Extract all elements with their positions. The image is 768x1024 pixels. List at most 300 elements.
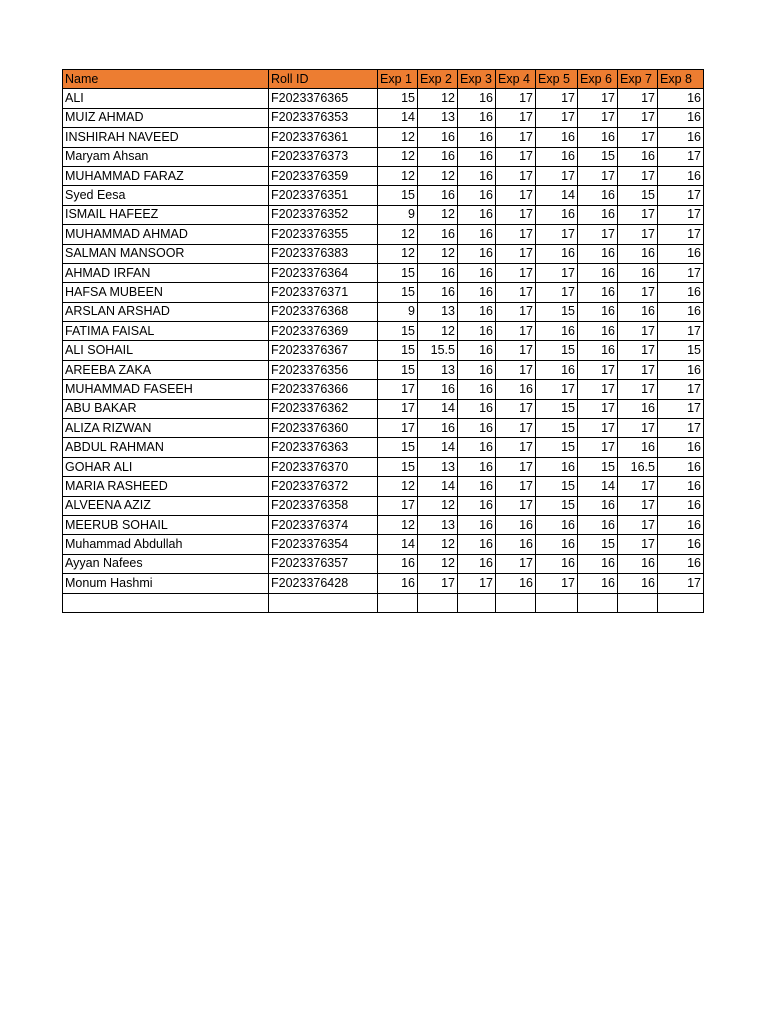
score-cell[interactable]: 12	[378, 166, 418, 185]
score-cell[interactable]: 16	[578, 205, 618, 224]
score-cell[interactable]: 17	[578, 225, 618, 244]
score-cell[interactable]: 9	[378, 302, 418, 321]
score-cell[interactable]: 14	[378, 108, 418, 127]
score-cell[interactable]: 12	[418, 496, 458, 515]
score-cell[interactable]: 17	[496, 89, 536, 108]
score-cell[interactable]: 16	[578, 554, 618, 573]
score-cell[interactable]: 12	[378, 147, 418, 166]
name-cell[interactable]: ISMAIL HAFEEZ	[63, 205, 269, 224]
score-cell[interactable]: 15	[536, 302, 578, 321]
score-cell[interactable]: 16	[458, 302, 496, 321]
table-body	[63, 70, 704, 613]
score-cell[interactable]: 16	[536, 515, 578, 534]
score-cell[interactable]: 12	[418, 244, 458, 263]
score-cell[interactable]: 17	[378, 419, 418, 438]
score-cell[interactable]: 16	[496, 574, 536, 593]
roll-id-cell[interactable]: F2023376371	[269, 283, 378, 302]
header-cell-5[interactable]: Exp 4	[496, 70, 536, 89]
score-cell[interactable]: 17	[618, 380, 658, 399]
score-cell[interactable]: 15	[378, 322, 418, 341]
score-cell[interactable]: 15	[578, 147, 618, 166]
score-cell[interactable]: 17	[618, 477, 658, 496]
score-cell[interactable]: 15	[378, 438, 418, 457]
score-cell[interactable]: 16	[458, 225, 496, 244]
score-cell[interactable]: 17	[496, 225, 536, 244]
name-cell[interactable]: SALMAN MANSOOR	[63, 244, 269, 263]
score-cell[interactable]: 16	[458, 147, 496, 166]
score-cell[interactable]: 16	[458, 554, 496, 573]
score-cell[interactable]: 16	[458, 322, 496, 341]
name-cell[interactable]: AHMAD IRFAN	[63, 263, 269, 282]
score-cell[interactable]: 17	[578, 419, 618, 438]
name-cell[interactable]: Monum Hashmi	[63, 574, 269, 593]
table-row	[63, 108, 704, 127]
score-cell[interactable]: 15	[536, 341, 578, 360]
score-cell[interactable]: 17	[496, 419, 536, 438]
roll-id-cell[interactable]: F2023376360	[269, 419, 378, 438]
score-cell[interactable]: 17	[536, 225, 578, 244]
score-cell[interactable]: 17	[458, 574, 496, 593]
score-cell[interactable]: 9	[378, 205, 418, 224]
table-row	[63, 225, 704, 244]
score-cell[interactable]: 17	[618, 535, 658, 554]
roll-id-cell[interactable]: F2023376373	[269, 147, 378, 166]
name-cell[interactable]: MUHAMMAD FASEEH	[63, 380, 269, 399]
score-cell[interactable]: 16	[536, 205, 578, 224]
score-cell[interactable]: 16	[458, 186, 496, 205]
score-cell[interactable]: 13	[418, 515, 458, 534]
roll-id-cell[interactable]: F2023376361	[269, 128, 378, 147]
score-cell[interactable]: 15	[536, 477, 578, 496]
score-cell[interactable]: 16	[578, 283, 618, 302]
score-cell[interactable]	[496, 593, 536, 612]
name-cell[interactable]: Ayyan Nafees	[63, 554, 269, 573]
name-cell[interactable]: MEERUB SOHAIL	[63, 515, 269, 534]
score-cell[interactable]: 17	[496, 302, 536, 321]
score-cell[interactable]: 17	[536, 380, 578, 399]
score-cell[interactable]: 17	[536, 108, 578, 127]
score-cell[interactable]: 17	[658, 322, 704, 341]
score-cell[interactable]: 14	[418, 438, 458, 457]
score-cell[interactable]: 17	[418, 574, 458, 593]
score-cell[interactable]: 16	[378, 554, 418, 573]
score-cell[interactable]: 16	[536, 535, 578, 554]
score-cell[interactable]: 16	[458, 535, 496, 554]
score-cell[interactable]: 16	[618, 399, 658, 418]
table-row	[63, 244, 704, 263]
score-cell[interactable]: 17	[578, 89, 618, 108]
score-cell[interactable]: 16	[578, 186, 618, 205]
score-cell[interactable]: 17	[618, 341, 658, 360]
roll-id-cell[interactable]: F2023376359	[269, 166, 378, 185]
table-row	[63, 263, 704, 282]
score-cell[interactable]	[536, 593, 578, 612]
roll-id-cell[interactable]: F2023376366	[269, 380, 378, 399]
header-cell-1[interactable]: Roll ID	[269, 70, 378, 89]
roll-id-cell[interactable]: F2023376374	[269, 515, 378, 534]
score-cell[interactable]: 16	[578, 515, 618, 534]
score-cell[interactable]: 12	[378, 244, 418, 263]
score-cell[interactable]: 15	[378, 186, 418, 205]
score-cell[interactable]: 17	[618, 205, 658, 224]
score-cell[interactable]: 17	[496, 438, 536, 457]
name-cell[interactable]: AREEBA ZAKA	[63, 360, 269, 379]
roll-id-cell[interactable]: F2023376372	[269, 477, 378, 496]
score-cell[interactable]: 17	[496, 554, 536, 573]
roll-id-cell[interactable]: F2023376368	[269, 302, 378, 321]
score-cell[interactable]: 16	[458, 457, 496, 476]
name-cell[interactable]: MUHAMMAD FARAZ	[63, 166, 269, 185]
score-cell[interactable]: 16	[418, 147, 458, 166]
score-cell[interactable]: 17	[536, 574, 578, 593]
roll-id-cell[interactable]: F2023376355	[269, 225, 378, 244]
score-cell[interactable]: 16	[458, 263, 496, 282]
score-cell[interactable]: 16	[536, 322, 578, 341]
score-cell[interactable]: 17	[496, 186, 536, 205]
score-cell[interactable]: 17	[536, 89, 578, 108]
table-row	[63, 457, 704, 476]
score-cell[interactable]: 17	[618, 496, 658, 515]
roll-id-cell[interactable]: F2023376428	[269, 574, 378, 593]
roll-id-cell[interactable]: F2023376383	[269, 244, 378, 263]
score-cell[interactable]: 16	[536, 244, 578, 263]
score-cell[interactable]: 17	[536, 263, 578, 282]
score-cell[interactable]: 16	[658, 166, 704, 185]
score-cell[interactable]: 16	[618, 244, 658, 263]
score-cell[interactable]: 17	[536, 283, 578, 302]
score-cell[interactable]: 16	[458, 438, 496, 457]
score-cell[interactable]: 17	[496, 108, 536, 127]
score-cell[interactable]: 17	[658, 263, 704, 282]
score-cell[interactable]: 16	[536, 554, 578, 573]
score-cell[interactable]: 16	[536, 128, 578, 147]
name-cell[interactable]: GOHAR ALI	[63, 457, 269, 476]
name-cell[interactable]: HAFSA MUBEEN	[63, 283, 269, 302]
score-cell[interactable]: 13	[418, 108, 458, 127]
score-cell[interactable]: 12	[378, 477, 418, 496]
header-cell-6[interactable]: Exp 5	[536, 70, 578, 89]
score-cell[interactable]: 16	[618, 554, 658, 573]
score-cell[interactable]: 15	[378, 360, 418, 379]
score-cell[interactable]: 14	[536, 186, 578, 205]
score-cell[interactable]: 17	[618, 360, 658, 379]
score-cell[interactable]: 16	[418, 283, 458, 302]
score-cell[interactable]: 16	[618, 263, 658, 282]
score-cell[interactable]: 16	[496, 535, 536, 554]
score-cell[interactable]: 15	[578, 535, 618, 554]
score-cell[interactable]: 17	[658, 380, 704, 399]
score-cell[interactable]: 14	[418, 399, 458, 418]
roll-id-cell[interactable]: F2023376363	[269, 438, 378, 457]
score-cell[interactable]: 16	[458, 205, 496, 224]
table-row	[63, 496, 704, 515]
score-cell[interactable]: 16	[578, 496, 618, 515]
header-cell-7[interactable]: Exp 6	[578, 70, 618, 89]
score-cell[interactable]	[378, 593, 418, 612]
score-cell[interactable]: 16	[578, 322, 618, 341]
score-cell[interactable]: 17	[618, 515, 658, 534]
score-cell[interactable]: 15	[378, 457, 418, 476]
roll-id-cell[interactable]: F2023376369	[269, 322, 378, 341]
score-cell[interactable]: 17	[496, 263, 536, 282]
roll-id-cell[interactable]: F2023376370	[269, 457, 378, 476]
score-cell[interactable]: 17	[658, 574, 704, 593]
score-cell[interactable]: 12	[418, 554, 458, 573]
score-cell[interactable]: 12	[378, 515, 418, 534]
score-cell[interactable]: 16	[658, 438, 704, 457]
score-cell[interactable]: 16	[458, 477, 496, 496]
score-cell[interactable]: 16	[618, 438, 658, 457]
score-cell[interactable]: 16	[418, 380, 458, 399]
name-cell[interactable]: ALVEENA AZIZ	[63, 496, 269, 515]
score-cell[interactable]: 15	[378, 341, 418, 360]
score-cell[interactable]: 16	[418, 128, 458, 147]
score-cell[interactable]: 17	[618, 225, 658, 244]
score-cell[interactable]: 17	[618, 128, 658, 147]
score-cell[interactable]: 16	[458, 496, 496, 515]
table-row	[63, 360, 704, 379]
score-cell[interactable]	[658, 593, 704, 612]
score-cell[interactable]: 17	[378, 496, 418, 515]
score-cell[interactable]: 16	[458, 380, 496, 399]
score-cell[interactable]	[578, 593, 618, 612]
score-cell[interactable]: 17	[496, 147, 536, 166]
score-cell[interactable]: 16	[658, 477, 704, 496]
score-cell[interactable]: 17	[496, 457, 536, 476]
header-cell-4[interactable]: Exp 3	[458, 70, 496, 89]
score-cell[interactable]: 17	[658, 399, 704, 418]
score-cell[interactable]: 16	[418, 225, 458, 244]
score-cell[interactable]: 17	[658, 147, 704, 166]
score-cell[interactable]: 15	[536, 399, 578, 418]
score-cell[interactable]: 17	[378, 399, 418, 418]
score-cell[interactable]: 16	[658, 496, 704, 515]
table-row	[63, 147, 704, 166]
score-cell[interactable]: 16	[618, 147, 658, 166]
name-cell[interactable]	[63, 593, 269, 612]
score-cell[interactable]: 16	[658, 108, 704, 127]
score-cell[interactable]: 17	[618, 89, 658, 108]
score-cell[interactable]: 17	[578, 438, 618, 457]
score-cell[interactable]: 15	[536, 438, 578, 457]
header-cell-3[interactable]: Exp 2	[418, 70, 458, 89]
roll-id-cell[interactable]: F2023376353	[269, 108, 378, 127]
score-cell[interactable]: 15.5	[418, 341, 458, 360]
score-cell[interactable]: 12	[418, 166, 458, 185]
score-cell[interactable]: 16	[458, 341, 496, 360]
score-cell[interactable]: 13	[418, 360, 458, 379]
score-cell[interactable]: 17	[496, 322, 536, 341]
score-cell[interactable]: 17	[618, 322, 658, 341]
score-cell[interactable]: 16	[536, 147, 578, 166]
score-cell[interactable]: 17	[618, 166, 658, 185]
score-cell[interactable]: 17	[658, 186, 704, 205]
score-cell[interactable]: 16	[418, 263, 458, 282]
score-cell[interactable]: 16	[458, 360, 496, 379]
header-cell-8[interactable]: Exp 7	[618, 70, 658, 89]
score-cell[interactable]: 17	[578, 399, 618, 418]
score-cell[interactable]: 17	[496, 341, 536, 360]
score-cell[interactable]: 16	[458, 283, 496, 302]
roll-id-cell[interactable]: F2023376357	[269, 554, 378, 573]
score-cell[interactable]: 16	[658, 535, 704, 554]
score-cell[interactable]: 15	[578, 457, 618, 476]
score-cell[interactable]: 17	[578, 166, 618, 185]
table-row	[63, 535, 704, 554]
score-cell[interactable]: 13	[418, 457, 458, 476]
name-cell[interactable]: FATIMA FAISAL	[63, 322, 269, 341]
score-cell[interactable]: 16	[418, 419, 458, 438]
score-cell[interactable]: 16	[658, 360, 704, 379]
roll-id-cell[interactable]	[269, 593, 378, 612]
score-cell[interactable]: 16	[458, 128, 496, 147]
score-cell[interactable]: 14	[418, 477, 458, 496]
score-cell[interactable]: 15	[658, 341, 704, 360]
score-cell[interactable]: 16	[578, 302, 618, 321]
name-cell[interactable]: INSHIRAH NAVEED	[63, 128, 269, 147]
score-cell[interactable]: 17	[658, 225, 704, 244]
header-cell-0[interactable]: Name	[63, 70, 269, 89]
score-cell[interactable]	[618, 593, 658, 612]
score-cell[interactable]: 17	[496, 360, 536, 379]
score-cell[interactable]: 16	[658, 89, 704, 108]
score-cell[interactable]	[458, 593, 496, 612]
score-cell[interactable]: 16	[578, 574, 618, 593]
score-cell[interactable]: 17	[578, 108, 618, 127]
score-cell[interactable]: 16	[578, 341, 618, 360]
score-cell[interactable]: 16	[658, 554, 704, 573]
marks-table	[62, 69, 704, 613]
score-cell[interactable]: 17	[378, 380, 418, 399]
score-cell[interactable]: 16	[458, 515, 496, 534]
score-cell[interactable]: 15	[618, 186, 658, 205]
name-cell[interactable]: ARSLAN ARSHAD	[63, 302, 269, 321]
score-cell[interactable]: 16	[658, 515, 704, 534]
score-cell[interactable]: 16	[458, 166, 496, 185]
score-cell[interactable]: 16	[536, 360, 578, 379]
score-cell[interactable]: 17	[658, 205, 704, 224]
score-cell[interactable]: 16	[378, 574, 418, 593]
score-cell[interactable]: 12	[418, 535, 458, 554]
score-cell[interactable]: 17	[658, 419, 704, 438]
roll-id-cell[interactable]: F2023376365	[269, 89, 378, 108]
table-row	[63, 574, 704, 593]
roll-id-cell[interactable]: F2023376356	[269, 360, 378, 379]
score-cell[interactable]: 13	[418, 302, 458, 321]
score-cell[interactable]: 14	[378, 535, 418, 554]
score-cell[interactable]: 16	[618, 302, 658, 321]
name-cell[interactable]: ALI SOHAIL	[63, 341, 269, 360]
score-cell[interactable]: 16	[658, 457, 704, 476]
name-cell[interactable]: ALI	[63, 89, 269, 108]
roll-id-cell[interactable]: F2023376362	[269, 399, 378, 418]
score-cell[interactable]: 14	[578, 477, 618, 496]
name-cell[interactable]: MUIZ AHMAD	[63, 108, 269, 127]
roll-id-cell[interactable]: F2023376364	[269, 263, 378, 282]
score-cell[interactable]: 16	[458, 89, 496, 108]
score-cell[interactable]: 16	[458, 419, 496, 438]
name-cell[interactable]: ABU BAKAR	[63, 399, 269, 418]
name-cell[interactable]: MUHAMMAD AHMAD	[63, 225, 269, 244]
score-cell[interactable]: 16	[496, 380, 536, 399]
roll-id-cell[interactable]: F2023376367	[269, 341, 378, 360]
table-row	[63, 477, 704, 496]
score-cell[interactable]: 15	[378, 283, 418, 302]
score-cell[interactable]: 12	[378, 128, 418, 147]
name-cell[interactable]: Muhammad Abdullah	[63, 535, 269, 554]
roll-id-cell[interactable]: F2023376354	[269, 535, 378, 554]
score-cell[interactable]: 15	[536, 496, 578, 515]
score-cell[interactable]: 17	[496, 128, 536, 147]
roll-id-cell[interactable]: F2023376351	[269, 186, 378, 205]
score-cell[interactable]: 12	[418, 322, 458, 341]
score-cell[interactable]: 16	[458, 244, 496, 263]
score-cell[interactable]: 15	[378, 263, 418, 282]
score-cell[interactable]: 16	[536, 457, 578, 476]
score-cell[interactable]: 15	[378, 89, 418, 108]
score-cell[interactable]: 16	[658, 244, 704, 263]
table-row	[63, 593, 704, 612]
score-cell[interactable]: 17	[578, 360, 618, 379]
score-cell[interactable]: 16	[658, 302, 704, 321]
score-cell[interactable]: 17	[496, 205, 536, 224]
score-cell[interactable]: 17	[496, 399, 536, 418]
score-cell[interactable]: 17	[578, 380, 618, 399]
score-cell[interactable]: 17	[618, 108, 658, 127]
score-cell[interactable]: 16	[658, 128, 704, 147]
roll-id-cell[interactable]: F2023376358	[269, 496, 378, 515]
score-cell[interactable]: 16	[578, 128, 618, 147]
score-cell[interactable]: 17	[496, 166, 536, 185]
score-cell[interactable]: 16.5	[618, 457, 658, 476]
score-cell[interactable]: 12	[418, 89, 458, 108]
score-cell[interactable]: 16	[578, 244, 618, 263]
table-row	[63, 515, 704, 534]
score-cell[interactable]: 16	[418, 186, 458, 205]
name-cell[interactable]: Syed Eesa	[63, 186, 269, 205]
score-cell[interactable]	[418, 593, 458, 612]
score-cell[interactable]: 17	[496, 244, 536, 263]
table-row	[63, 128, 704, 147]
score-cell[interactable]: 17	[496, 496, 536, 515]
score-cell[interactable]: 17	[618, 419, 658, 438]
score-cell[interactable]: 16	[658, 283, 704, 302]
header-cell-9[interactable]: Exp 8	[658, 70, 704, 89]
score-cell[interactable]: 12	[378, 225, 418, 244]
score-cell[interactable]: 16	[578, 263, 618, 282]
name-cell[interactable]: ALIZA RIZWAN	[63, 419, 269, 438]
name-cell[interactable]: Maryam Ahsan	[63, 147, 269, 166]
roll-id-cell[interactable]: F2023376352	[269, 205, 378, 224]
header-cell-2[interactable]: Exp 1	[378, 70, 418, 89]
score-cell[interactable]: 12	[418, 205, 458, 224]
score-cell[interactable]: 16	[458, 399, 496, 418]
score-cell[interactable]: 16	[618, 574, 658, 593]
table-row	[63, 186, 704, 205]
score-cell[interactable]: 16	[458, 108, 496, 127]
score-cell[interactable]: 15	[536, 419, 578, 438]
score-cell[interactable]: 16	[496, 515, 536, 534]
name-cell[interactable]: MARIA RASHEED	[63, 477, 269, 496]
table-row	[63, 438, 704, 457]
table-row	[63, 166, 704, 185]
table-row	[63, 554, 704, 573]
name-cell[interactable]: ABDUL RAHMAN	[63, 438, 269, 457]
score-cell[interactable]: 17	[618, 283, 658, 302]
score-cell[interactable]: 17	[496, 477, 536, 496]
score-cell[interactable]: 17	[536, 166, 578, 185]
score-cell[interactable]: 17	[496, 283, 536, 302]
